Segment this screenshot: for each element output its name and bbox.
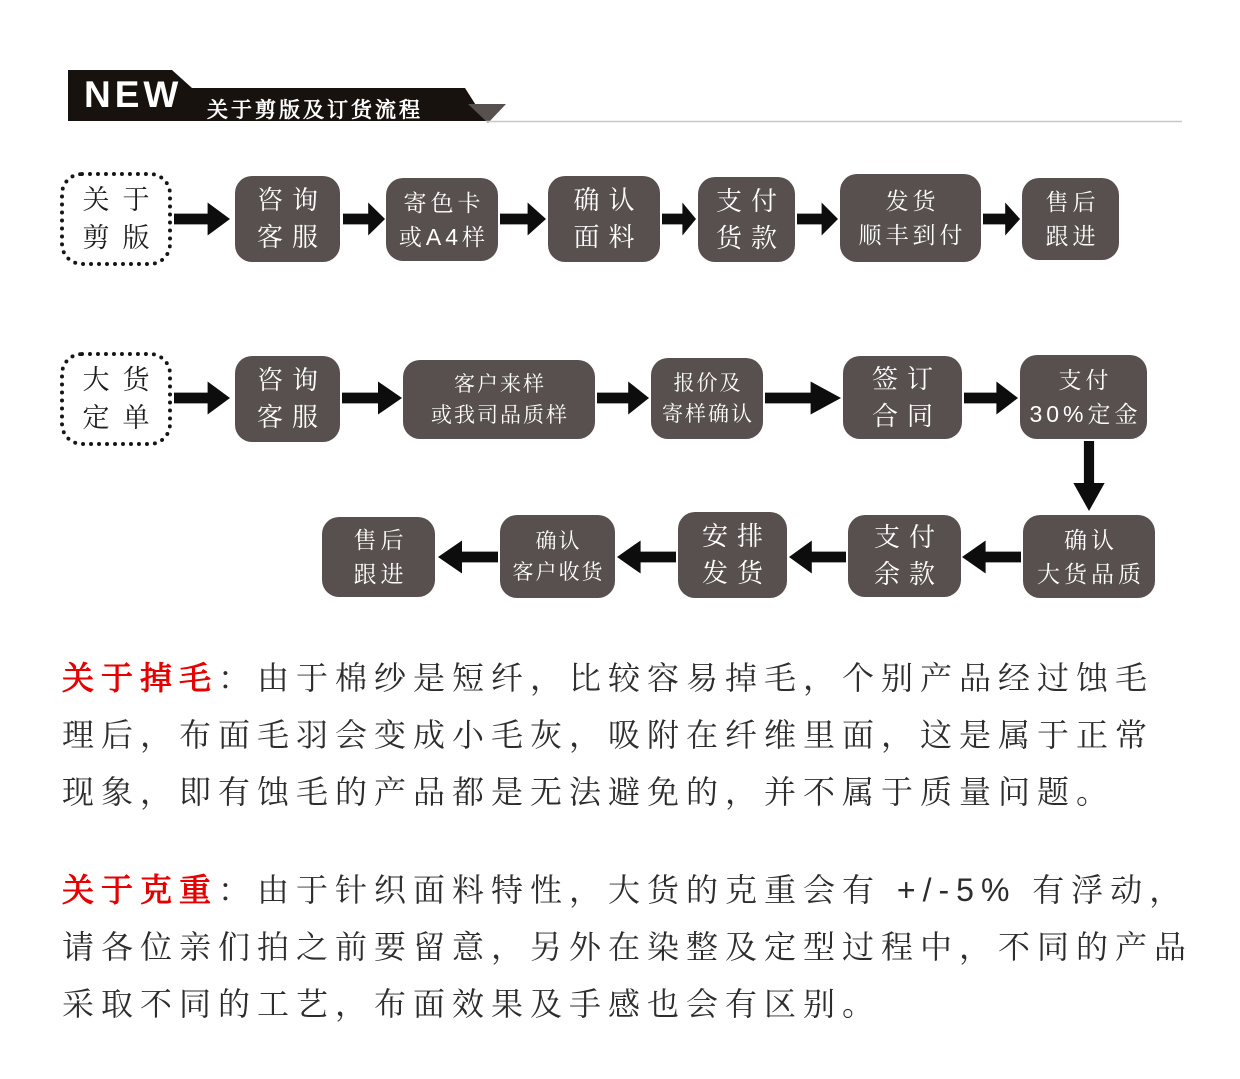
arrow-left-icon (962, 539, 1021, 575)
flow-step-after-sales (1022, 178, 1119, 260)
step-line: 跟进 (1045, 223, 1100, 249)
note-line: 现象，即有蚀毛的产品都是无法避免的，并不属于质量问题。 (62, 774, 1116, 810)
flow-step-consult-service-2 (235, 356, 340, 442)
label-line: 剪版 (82, 223, 163, 253)
flow-step-after-sales-2 (322, 517, 435, 597)
arrow-right-icon (983, 201, 1020, 237)
step-line: 支付 (873, 522, 944, 552)
new-banner (0, 0, 1240, 140)
arrow-left-icon (617, 539, 676, 575)
note-shedding (62, 650, 1182, 821)
note-line: 采取不同的工艺，布面效果及手感也会有区别。 (62, 986, 882, 1022)
step-line: 寄样确认 (662, 402, 754, 426)
step-line: 咨询 (256, 365, 327, 395)
step-line: 跟进 (353, 561, 408, 587)
step-line: 余款 (873, 559, 944, 589)
step-line: 发货 (885, 188, 940, 214)
step-line: 30%定金 (1029, 401, 1142, 427)
label-line: 关于 (82, 185, 163, 215)
step-line: 支付 (715, 185, 786, 216)
flow-step-arrange-shipment (678, 512, 787, 598)
step-line: 客服 (256, 222, 327, 252)
flow-step-ship-sf-collect (840, 174, 981, 262)
arrow-right-icon (662, 201, 696, 237)
new-badge: NEW (84, 74, 183, 115)
step-line: 客户收货 (512, 560, 605, 584)
step-line: 客服 (256, 402, 327, 432)
step-line: 支付 (1058, 367, 1113, 393)
step-line: 合同 (871, 400, 942, 431)
flow-step-confirm-receipt (500, 515, 615, 598)
arrow-right-icon (343, 201, 385, 237)
arrow-right-icon (500, 201, 546, 237)
arrow-right-icon (174, 201, 230, 237)
flow-step-pay-deposit (1020, 355, 1147, 439)
flow-step-quote-confirm (651, 358, 763, 439)
note-line (62, 862, 1189, 919)
arrow-right-icon (342, 380, 402, 416)
flow-step-send-color-card (386, 178, 498, 261)
step-line: 大货品质 (1037, 560, 1145, 587)
note-weight (62, 862, 1194, 1033)
flow-step-consult-service (235, 176, 340, 262)
label-line: 定单 (82, 403, 163, 433)
step-line: 寄色卡 (403, 189, 485, 216)
step-line: 发货 (701, 558, 772, 588)
arrow-left-icon (438, 539, 498, 575)
note-text: ：由于针织面料特性，大货的克重会有 +/-5% 有浮动， (218, 872, 1189, 908)
step-line: 售后 (1045, 189, 1100, 215)
label-line: 大货 (82, 365, 163, 395)
note-line: 理后，布面毛羽会变成小毛灰，吸附在纤维里面，这是属于正常 (62, 717, 1155, 753)
flow-step-confirm-fabric (548, 176, 660, 262)
note-line (62, 650, 1182, 707)
arrow-right-icon (797, 201, 838, 237)
note-heading: 关于克重 (62, 872, 219, 908)
arrow-right-icon (765, 380, 841, 416)
arrow-left-icon (789, 539, 846, 575)
step-line: 安排 (701, 521, 772, 551)
step-line: 货款 (715, 222, 786, 253)
step-line: 面料 (573, 222, 644, 252)
step-line: 客户来样 (454, 372, 546, 396)
step-line: 咨询 (256, 185, 327, 215)
note-text: ：由于棉纱是短纤，比较容易掉毛，个别产品经过蚀毛 (218, 660, 1155, 696)
arrow-right-icon (964, 380, 1018, 416)
flow-step-sign-contract (843, 356, 962, 439)
flow-step-pay-balance (848, 515, 961, 597)
flow-step-pay-goods (698, 177, 795, 262)
note-heading: 关于掉毛 (62, 660, 219, 696)
step-line: 售后 (353, 527, 408, 553)
step-line: 或A4样 (398, 223, 490, 250)
step-line: 确认 (1064, 526, 1118, 553)
step-line: 报价及 (673, 371, 743, 395)
step-line: 确认 (535, 529, 582, 553)
step-line: 顺丰到付 (858, 222, 967, 248)
flow-step-confirm-bulk-quality (1023, 515, 1155, 598)
cutting-sample-label (60, 172, 172, 266)
arrow-down-icon (1072, 441, 1106, 511)
step-line: 或我司品质样 (431, 403, 569, 427)
banner-title: 关于剪版及订货流程 (207, 99, 423, 122)
arrow-right-icon (597, 380, 649, 416)
note-line: 请各位亲们拍之前要留意，另外在染整及定型过程中，不同的产品 (62, 929, 1194, 965)
step-line: 签订 (871, 363, 942, 394)
step-line: 确认 (573, 185, 644, 215)
bulk-order-label (60, 352, 172, 446)
flow-step-customer-sample (403, 360, 595, 439)
arrow-right-icon (174, 380, 230, 416)
